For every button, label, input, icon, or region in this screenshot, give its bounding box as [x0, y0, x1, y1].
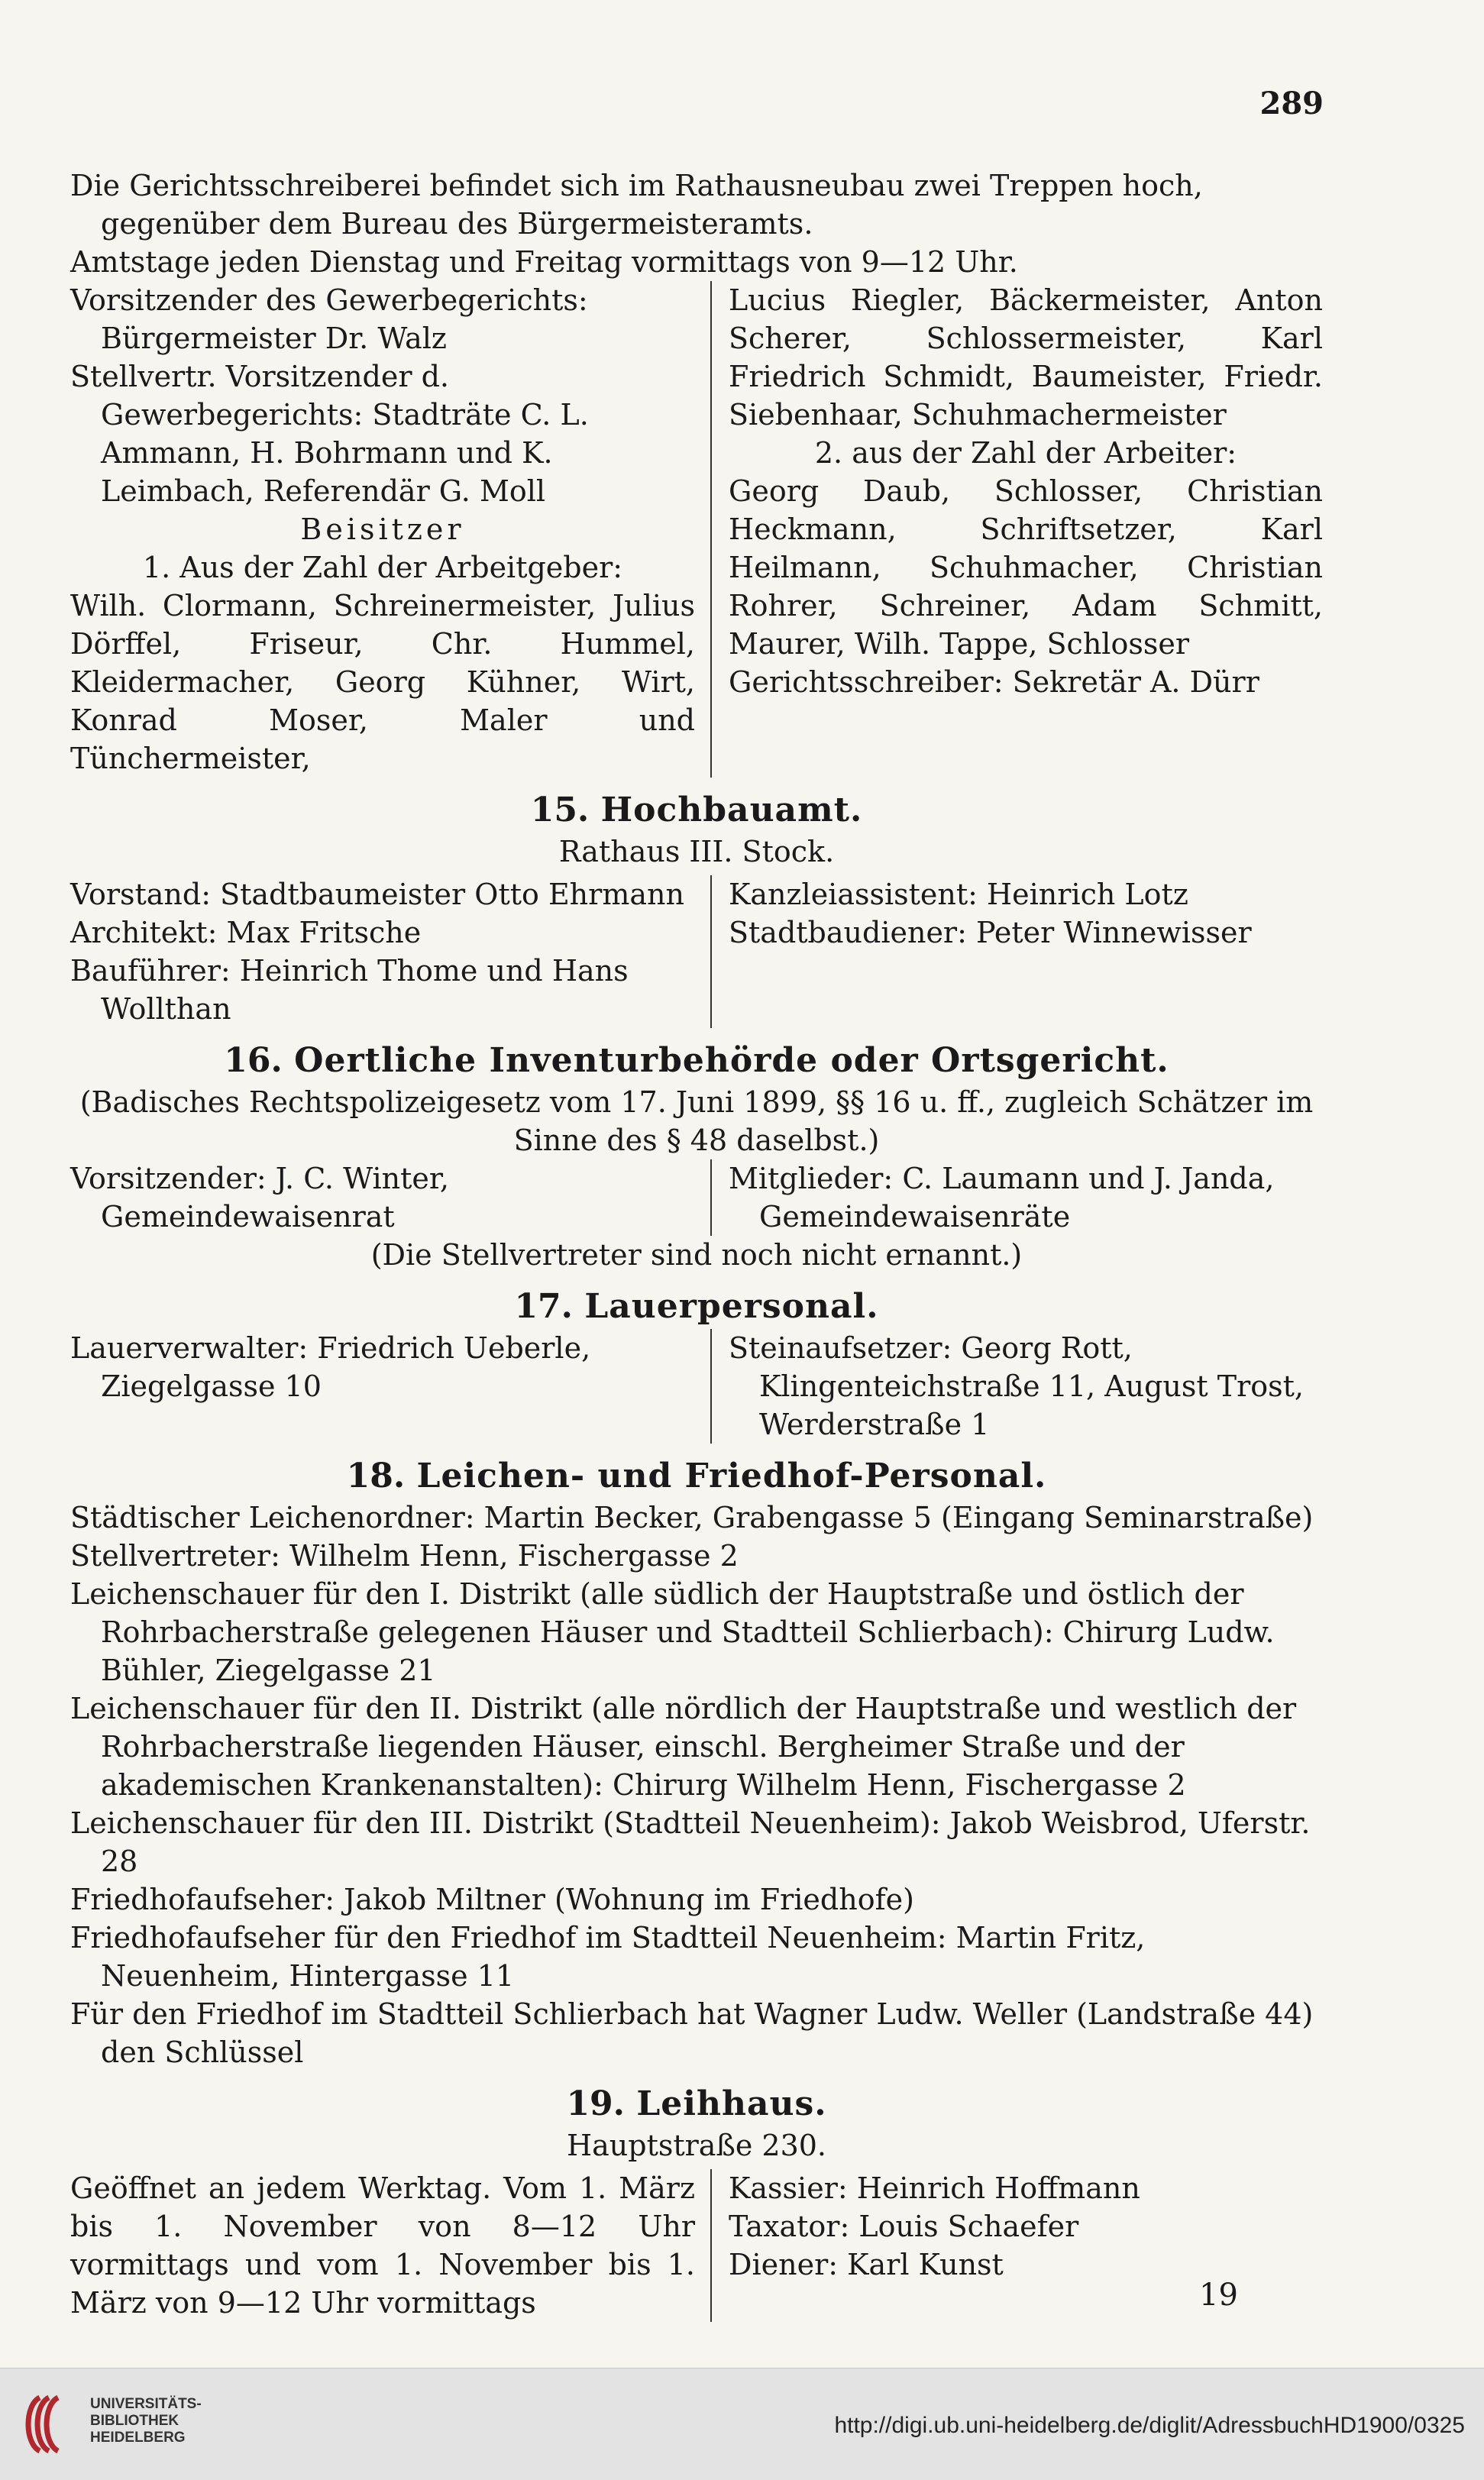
friedhof-line: Stellvertreter: Wilhelm Henn, Fischergasse 2: [70, 1539, 739, 1573]
gewerbe-left-column: [70, 281, 712, 778]
beisitzer-heading: Beisitzer: [300, 512, 465, 546]
section-17-left: [70, 1329, 712, 1444]
section-18-title: Leichen- und Friedhof-Personal.: [416, 1457, 1047, 1495]
arbeitgeber-list-cont: Lucius Riegler, Bäckermeister, Anton Scherer, Schlossermeister, Karl Friedrich Schmidt, Baumeister, Friedr. Siebenhaar, Schuhmachermeister: [729, 283, 1323, 432]
library-logo-text: [90, 2396, 202, 2446]
section-15-columns: [70, 875, 1323, 1028]
viewer-footer: [0, 2368, 1484, 2480]
section-16-columns: [70, 1159, 1323, 1236]
section-16-heading: [70, 1042, 1323, 1080]
section-15-subtitle: Rathaus III. Stock.: [558, 835, 835, 868]
gewerbe-deputy: Stellvertr. Vorsitzender d. Gewerbegerichts: Stadträte C. L. Ammann, H. Bohrmann und K. Leimbach, Referendär G. Moll: [70, 360, 589, 508]
leihhaus-taxator: Taxator: Louis Schaefer: [729, 2210, 1079, 2243]
section-19-left: [70, 2169, 712, 2322]
hochbau-diener: Stadtbaudiener: Peter Winnewisser: [729, 916, 1252, 949]
lauer-verwalter: Lauerverwalter: Friedrich Ueberle, Ziegelgasse 10: [70, 1331, 591, 1403]
page-content: [70, 167, 1323, 2322]
hochbau-vorstand: Vorstand: Stadtbaumeister Otto Ehrmann: [70, 878, 684, 911]
friedhof-line: Für den Friedhof im Stadtteil Schlierbach hat Wagner Ludw. Weller (Landstraße 44) den Schlüssel: [70, 1997, 1314, 2069]
library-logo-icon: [17, 2390, 86, 2459]
section-19-columns: [70, 2169, 1323, 2322]
gewerbe-right-column: [712, 281, 1323, 778]
gewerbe-columns: [70, 281, 1323, 778]
logo-line: BIBLIOTHEK: [90, 2413, 179, 2429]
section-16-left: [70, 1159, 712, 1236]
hochbau-bauführer: Bauführer: Heinrich Thome und Hans Wollthan: [70, 954, 629, 1026]
gerichtsschreiber: Gerichtsschreiber: Sekretär A. Dürr: [729, 665, 1259, 699]
section-17-columns: [70, 1329, 1323, 1444]
section-19-heading: [70, 2085, 1323, 2123]
section-16-number: 16.: [224, 1041, 283, 1080]
page-number: 289: [1259, 86, 1324, 121]
section-16-foot: (Die Stellvertreter sind noch nicht ernannt.): [370, 1238, 1023, 1272]
leihhaus-kassier: Kassier: Heinrich Hoffmann: [729, 2171, 1140, 2205]
friedhof-line: Leichenschauer für den I. Distrikt (alle südlich der Hauptstraße und östlich der Rohrbacherstraße gelegenen Häuser und Stadtteil Schlierbach): Chirurg Ludw. Bühler, Ziegelgasse 21: [70, 1577, 1275, 1687]
section-16-right: [712, 1159, 1323, 1236]
arbeitgeber-list: Wilh. Clormann, Schreinermeister, Julius Dörffel, Friseur, Chr. Hummel, Kleidermacher, Georg Kühner, Wirt, Konrad Moser, Maler und Tünchermeister,: [70, 589, 695, 775]
ortsgericht-vorsitz: Vorsitzender: J. C. Winter, Gemeindewaisenrat: [70, 1162, 449, 1234]
section-16-note: (Badisches Rechtspolizeigesetz vom 17. Juni 1899, §§ 16 u. ff., zugleich Schätzer im Sinne des § 48 daselbst.): [79, 1085, 1314, 1157]
section-15-right: [712, 875, 1323, 1028]
arbeiter-heading: 2. aus der Zahl der Arbeiter:: [814, 436, 1237, 470]
arbeitgeber-heading: 1. Aus der Zahl der Arbeitgeber:: [142, 551, 623, 584]
intro-line-2: Amtstage jeden Dienstag und Freitag vormittags von 9—12 Uhr.: [70, 245, 1018, 279]
source-url-link[interactable]: http://digi.ub.uni-heidelberg.de/diglit/AdressbuchHD1900/0325: [834, 2413, 1465, 2438]
friedhof-line: Städtischer Leichenordner: Martin Becker, Grabengasse 5 (Eingang Seminarstraße): [70, 1501, 1314, 1534]
section-18-heading: [70, 1457, 1323, 1495]
gewerbe-chair: Vorsitzender des Gewerbegerichts: Bürgermeister Dr. Walz: [70, 283, 588, 355]
section-19-subtitle: Hauptstraße 230.: [566, 2129, 826, 2162]
section-18-number: 18.: [346, 1457, 406, 1495]
logo-line: UNIVERSITÄTS-: [90, 2396, 202, 2412]
section-15-heading: [70, 791, 1323, 829]
friedhof-line: Friedhofaufseher für den Friedhof im Stadtteil Neuenheim: Martin Fritz, Neuenheim, Hintergasse 11: [70, 1921, 1146, 1993]
lauer-steinaufsetzer: Steinaufsetzer: Georg Rott, Klingenteichstraße 11, August Trost, Werderstraße 1: [729, 1331, 1304, 1441]
hochbau-architekt: Architekt: Max Fritsche: [70, 916, 422, 949]
section-15-number: 15.: [530, 791, 590, 829]
section-19-number: 19.: [566, 2084, 625, 2123]
hochbau-kanzlei: Kanzleiassistent: Heinrich Lotz: [729, 878, 1188, 911]
logo-line: HEIDELBERG: [90, 2430, 186, 2446]
ortsgericht-mitglieder: Mitglieder: C. Laumann und J. Janda, Gemeindewaisenräte: [729, 1162, 1275, 1234]
section-17-title: Lauerpersonal.: [584, 1287, 879, 1326]
friedhof-line: Leichenschauer für den III. Distrikt (Stadtteil Neuenheim): Jakob Weisbrod, Uferstr. 28: [70, 1806, 1311, 1878]
leihhaus-hours: Geöffnet an jedem Werktag. Vom 1. März bis 1. November von 8—12 Uhr vormittags und vom 1. November bis 1. März von 9—12 Uhr vormittags: [70, 2171, 695, 2320]
friedhof-line: Friedhofaufseher: Jakob Miltner (Wohnung im Friedhofe): [70, 1883, 914, 1916]
friedhof-line: Leichenschauer für den II. Distrikt (alle nördlich der Hauptstraße und westlich der Rohrbacherstraße liegenden Häuser, einschl. Bergheimer Straße und der akademischen Krankenanstalten): Chirurg Wilhelm Henn, Fischergasse 2: [70, 1692, 1297, 1802]
section-16-title: Oertliche Inventurbehörde oder Ortsgericht.: [294, 1041, 1169, 1080]
section-19-title: Leihhaus.: [636, 2084, 827, 2123]
section-15-left: [70, 875, 712, 1028]
section-15-title: Hochbauamt.: [600, 791, 863, 829]
section-17-right: [712, 1329, 1323, 1444]
leihhaus-diener: Diener: Karl Kunst: [729, 2248, 1004, 2281]
section-17-heading: [70, 1288, 1323, 1326]
intro-line-1: Die Gerichtsschreiberei befindet sich im Rathausneubau zwei Treppen hoch, gegenüber dem Bureau des Bürgermeisteramts.: [70, 169, 1203, 241]
section-17-number: 17.: [514, 1287, 573, 1326]
arbeiter-list: Georg Daub, Schlosser, Christian Heckmann, Schriftsetzer, Karl Heilmann, Schuhmacher, Christian Rohrer, Schreiner, Adam Schmitt, Maurer, Wilh. Tappe, Schlosser: [729, 474, 1323, 661]
signature-mark: 19: [1199, 2278, 1238, 2313]
